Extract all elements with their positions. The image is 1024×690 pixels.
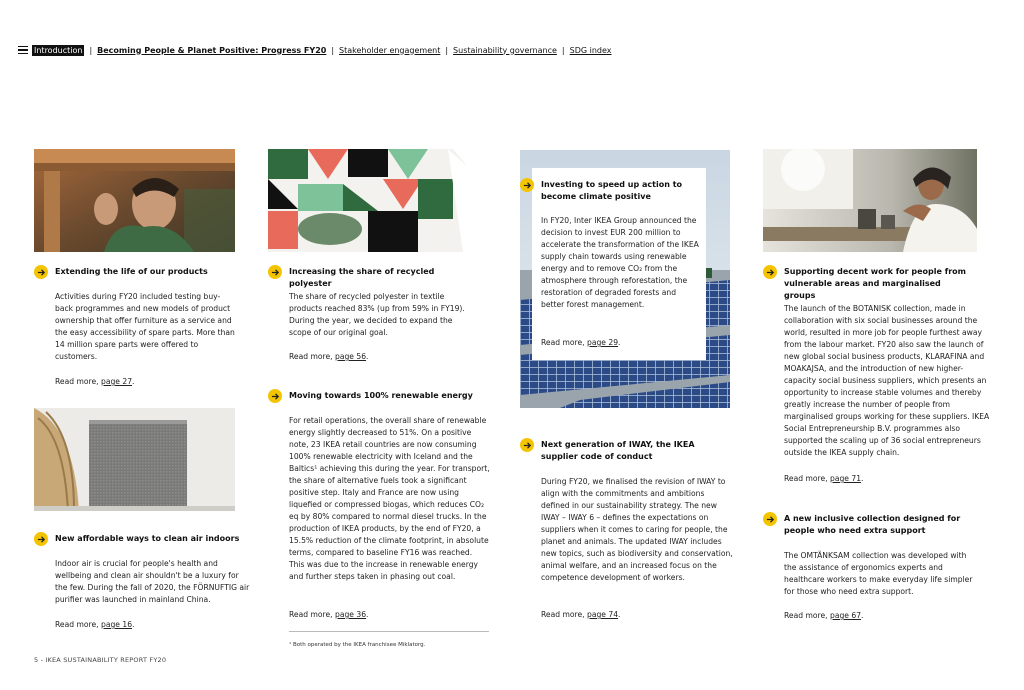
- article-body-climate: In FY20, Inter IKEA Group announced the decision to invest EUR 200 million to accelerate the transformation of the IKEA supply chain towards using renewable energy and to remove CO₂ from the atmosphere through reforestation, the restoration of degraded forests and better forest management.: [541, 216, 699, 309]
- article-body-iway: During FY20, we finalised the revision of IWAY to align with the commitments and ambitions defined in our sustainability strategy. The new IWAY – IWAY 6 – defines the expectations on suppliers when it comes to caring for people, the planet and animals. The updated IWAY includes new topics, such as biodiversity and conservation, animal welfare, and an increased focus on the competence development of workers.: [541, 477, 733, 582]
- article-body-air: Indoor air is crucial for people's health and wellbeing and clean air shouldn't be a luxury for the few. During the fall of 2020, the FÖRNUFTIG air purifier was launched in mainland China.: [55, 559, 250, 604]
- nav-separator: |: [331, 45, 335, 55]
- arrow-icon[interactable]: [34, 532, 48, 546]
- page-link[interactable]: page 71: [830, 474, 862, 483]
- arrow-icon[interactable]: [268, 265, 282, 279]
- page-link[interactable]: page 36: [335, 610, 367, 619]
- article-body-renewable: For retail operations, the overall share of renewable energy slightly decreased to 51%. On a positive note, 23 IKEA retail countries are now consuming 100% renewable electricity with Iceland and the Baltics¹ achieving this during the year. For transport, the share of alternative fuels took a significant positive step. Italy and France are now using liquefied or compressed biogas, which reduces CO₂ eq by 80% compared to normal diesel trucks. In the production of IKEA products, by the end of FY20, a 15.5% reduction of the climate footprint, in absolute terms, compared to baseline FY16 was reached. This was due to the increase in renewable energy and further steps taken in phasing out coal.: [289, 416, 490, 581]
- page-footer: 5 - IKEA SUSTAINABILITY REPORT FY20: [34, 656, 167, 664]
- article-title-iway: Next generation of IWAY, the IKEA supplier code of conduct: [541, 440, 695, 461]
- page-link[interactable]: page 16: [101, 620, 133, 629]
- page-link[interactable]: page 29: [587, 338, 619, 347]
- article-title-products: Extending the life of our products: [55, 267, 208, 276]
- nav-sdg-index[interactable]: SDG index: [569, 45, 612, 55]
- page-link[interactable]: page 27: [101, 377, 133, 386]
- air-purifier-photo: [34, 408, 235, 511]
- page-link[interactable]: page 56: [335, 352, 367, 361]
- footnote: ¹ Both operated by the IKEA franchisee Miklatorg.: [289, 642, 426, 648]
- read-more-iway: Read more, page 74.: [541, 610, 621, 619]
- nav-stakeholder[interactable]: Stakeholder engagement: [339, 45, 441, 55]
- read-more-climate: Read more, page 29.: [541, 338, 621, 347]
- furniture-repair-photo: [34, 149, 235, 252]
- nav-governance[interactable]: Sustainability governance: [453, 45, 557, 55]
- arrow-icon[interactable]: [763, 512, 777, 526]
- arrow-icon[interactable]: [520, 438, 534, 452]
- nav-separator: |: [445, 45, 449, 55]
- read-more-products: Read more, page 27.: [55, 377, 135, 386]
- article-title-air: New affordable ways to clean air indoors: [55, 534, 240, 543]
- read-more-decent-work: Read more, page 71.: [784, 474, 864, 483]
- read-more-air: Read more, page 16.: [55, 620, 135, 629]
- article-title-decent-work: Supporting decent work for people from vulnerable areas and marginalised groups: [784, 267, 966, 300]
- social-business-photo: [763, 149, 977, 252]
- arrow-icon[interactable]: [268, 389, 282, 403]
- page-link[interactable]: page 67: [830, 611, 862, 620]
- recycled-polyester-textile-photo: [268, 149, 468, 252]
- read-more-renewable: Read more, page 36.: [289, 610, 369, 619]
- footnote-divider: [289, 631, 489, 632]
- read-more-inclusive: Read more, page 67.: [784, 611, 864, 620]
- article-body-polyester: The share of recycled polyester in textile products reached 83% (up from 59% in FY19). During the year, we decided to expand the scope of our original goal.: [289, 292, 465, 337]
- page-link[interactable]: page 74: [587, 610, 619, 619]
- arrow-icon[interactable]: [763, 265, 777, 279]
- article-body-products: Activities during FY20 included testing buy-back programmes and new models of product ownership that offer furniture as a service and the easy accessibility of spare parts. More than 14 million spare parts were offered to customers.: [55, 292, 235, 361]
- article-title-inclusive: A new inclusive collection designed for people who need extra support: [784, 514, 961, 535]
- arrow-icon[interactable]: [34, 265, 48, 279]
- article-title-climate: Investing to speed up action to become climate positive: [541, 180, 683, 201]
- article-title-polyester: Increasing the share of recycled polyester: [289, 267, 435, 288]
- nav-separator: |: [561, 45, 565, 55]
- article-body-inclusive: The OMTÄNKSAM collection was developed with the assistance of ergonomics experts and healthcare workers to make everyday life simpler for those who need extra support.: [784, 551, 973, 596]
- top-navigation: [18, 43, 611, 57]
- nav-progress[interactable]: Becoming People & Planet Positive: Progress FY20: [97, 45, 327, 55]
- nav-separator: |: [89, 45, 93, 55]
- article-body-decent-work: The launch of the BOTANISK collection, made in collaboration with six social businesses around the world, resulted in more job for people furthest away from the labour market. FY20 also saw the launch of new global social business products, KLARAFINA and MOAKAJSA, and the introduction of new higher-capacity social business suppliers, which presents an opportunity to increase stable volumes and thereby greatly increase the number of people from marginalised groups working for these suppliers. IKEA Social Entrepreneurship B.V. programmes also supported the scaling up of 36 social entrepreneurs outside the IKEA supply chain.: [784, 304, 990, 457]
- nav-introduction[interactable]: Introduction: [34, 45, 83, 55]
- arrow-icon[interactable]: [520, 178, 534, 192]
- read-more-polyester: Read more, page 56.: [289, 352, 369, 361]
- article-title-renewable: Moving towards 100% renewable energy: [289, 391, 473, 400]
- hamburger-menu-icon[interactable]: [18, 46, 28, 54]
